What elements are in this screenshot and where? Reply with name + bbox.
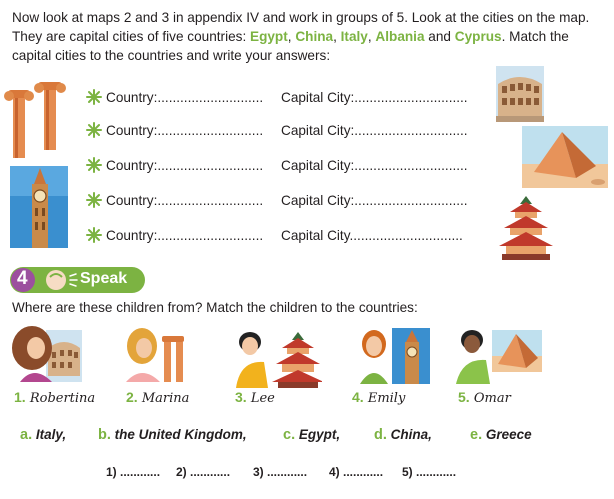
answer-number: 3): [253, 465, 264, 479]
country-cyprus: Cyprus: [454, 29, 502, 44]
capital-city-blank[interactable]: Capital City:..............................: [281, 193, 468, 208]
star-bullet-icon: [86, 227, 102, 243]
answer-5[interactable]: [402, 465, 456, 479]
instructions-paragraph: [12, 8, 608, 65]
answer-1[interactable]: [106, 465, 160, 479]
child-robertina-illustration: [10, 324, 82, 382]
child-marina-illustration: [124, 324, 186, 382]
child-number: 2.: [126, 389, 138, 405]
child-name: Lee: [250, 391, 275, 406]
option-b: [98, 427, 247, 443]
child-lee-illustration: [234, 328, 322, 388]
country-egypt: Egypt: [250, 29, 288, 44]
country-blank[interactable]: Country:............................: [106, 123, 264, 138]
option-e: [470, 427, 532, 443]
child-number: 5.: [458, 389, 470, 405]
country-blank[interactable]: Country:............................: [106, 158, 264, 173]
separator: and: [424, 29, 455, 44]
intro-text: Now look at maps 2 and 3 in appendix IV and work in groups of 5. Look at the cities on the map. They are capital cities of five countries:: [12, 10, 590, 44]
pyramid-illustration: [522, 126, 608, 188]
capital-city-blank[interactable]: Capital City:..............................: [281, 90, 468, 105]
answer-number: 4): [329, 465, 340, 479]
pagoda-illustration: [498, 196, 554, 262]
star-bullet-icon: [86, 122, 102, 138]
separator: ,: [287, 29, 296, 44]
country-china: China: [295, 29, 334, 44]
option-country: Italy,: [35, 427, 67, 442]
child-number: 1.: [14, 389, 26, 405]
option-d: [374, 427, 432, 443]
child-number: 4.: [352, 389, 364, 405]
answer-3[interactable]: [253, 465, 307, 479]
child-name: Marina: [141, 391, 190, 406]
child-label-4: [352, 389, 405, 406]
speak-label: Speak: [80, 270, 128, 287]
country-blank[interactable]: Country:............................: [106, 90, 264, 105]
answer-number: 5): [402, 465, 413, 479]
answer-blank[interactable]: ............: [120, 465, 161, 479]
answer-number: 2): [176, 465, 187, 479]
ionic-columns-illustration: [4, 80, 66, 162]
option-c: [283, 427, 340, 443]
speak-question: Where are these children from? Match the children to the countries:: [12, 300, 418, 315]
answer-2[interactable]: [176, 465, 230, 479]
intro-text-end: . Match the capital cities to the countries and write your answers:: [12, 29, 569, 63]
child-omar-illustration: [456, 326, 542, 384]
option-country: Egypt,: [298, 427, 341, 442]
separator: ,: [333, 29, 341, 44]
star-bullet-icon: [86, 157, 102, 173]
child-label-3: [235, 389, 275, 406]
section-number: 4: [17, 268, 28, 289]
big-ben-illustration: [10, 166, 68, 248]
child-number: 3.: [235, 389, 247, 405]
separator: ,: [367, 29, 376, 44]
child-name: Emily: [367, 391, 406, 406]
answer-blank[interactable]: ............: [267, 465, 308, 479]
option-country: China,: [390, 427, 432, 442]
option-letter: e.: [470, 427, 483, 443]
child-name: Omar: [473, 391, 511, 406]
colosseum-illustration: [496, 66, 544, 122]
country-albania: Albania: [375, 29, 425, 44]
capital-city-blank[interactable]: Capital City:..............................: [281, 123, 468, 138]
country-blank[interactable]: Country:............................: [106, 193, 264, 208]
capital-city-blank[interactable]: Capital City:..............................: [281, 158, 468, 173]
country-italy: Italy: [340, 29, 368, 44]
option-letter: d.: [374, 427, 387, 443]
answer-blank[interactable]: ............: [343, 465, 384, 479]
answer-blank[interactable]: ............: [416, 465, 457, 479]
option-letter: c.: [283, 427, 296, 443]
child-emily-illustration: [356, 326, 430, 384]
answer-4[interactable]: [329, 465, 383, 479]
answer-number: 1): [106, 465, 117, 479]
option-country: the United Kingdom,: [114, 427, 247, 442]
country-blank[interactable]: Country:............................: [106, 228, 264, 243]
child-label-5: [458, 389, 511, 406]
capital-city-blank[interactable]: Capital City..............................: [281, 228, 463, 243]
child-name: Robertina: [29, 391, 96, 406]
answer-blank[interactable]: ............: [190, 465, 231, 479]
child-label-2: [126, 389, 189, 406]
child-label-1: [14, 389, 95, 406]
star-bullet-icon: [86, 89, 102, 105]
option-country: Greece: [485, 427, 532, 442]
star-bullet-icon: [86, 192, 102, 208]
option-letter: a.: [20, 427, 33, 443]
option-letter: b.: [98, 427, 111, 443]
option-a: [20, 427, 66, 443]
